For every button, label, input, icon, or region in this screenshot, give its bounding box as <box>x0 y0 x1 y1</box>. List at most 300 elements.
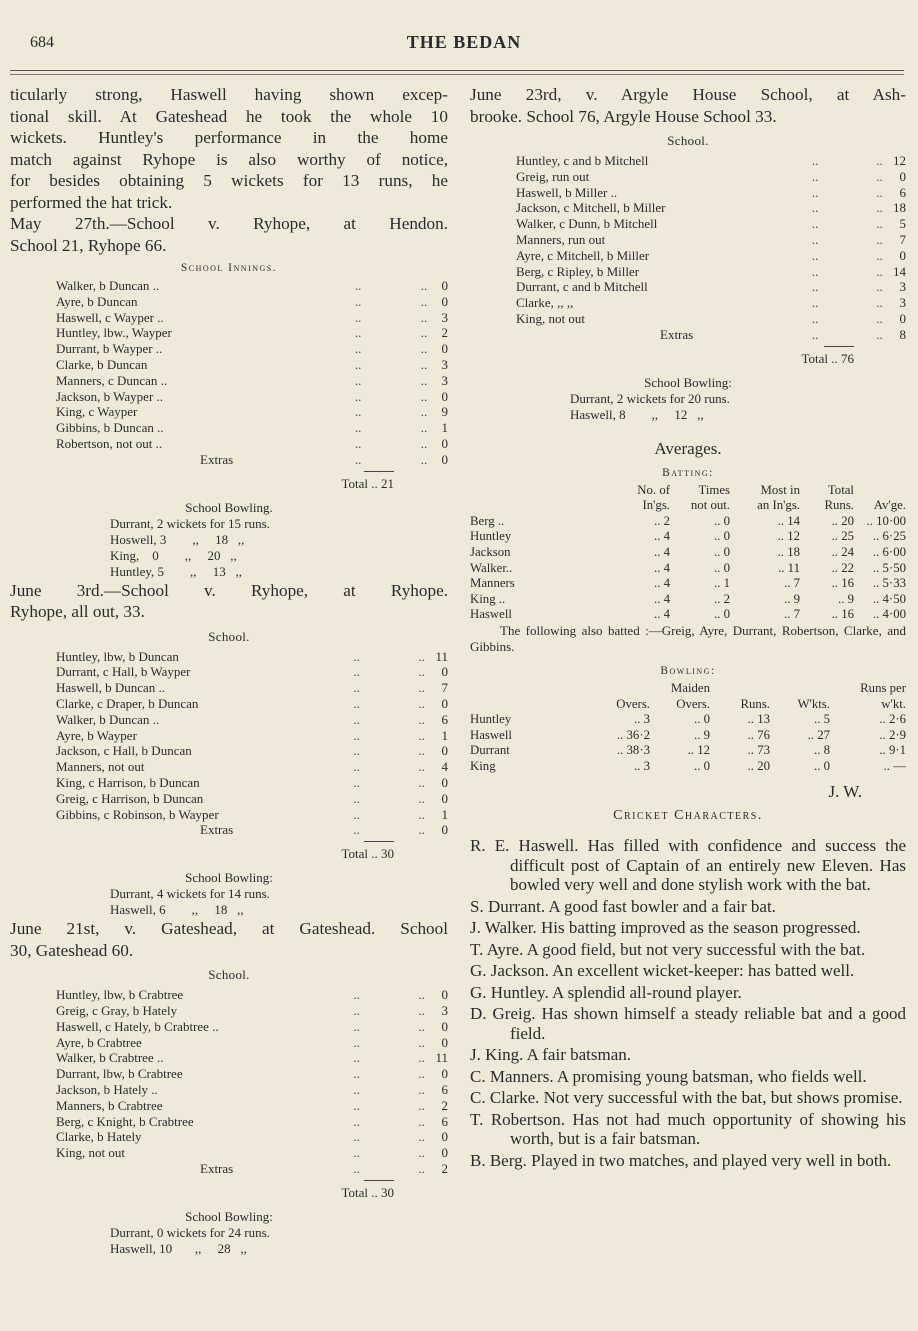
header-cell: Maiden <box>670 680 710 695</box>
header-cell <box>770 681 830 697</box>
leader-dots: .. <box>418 680 425 696</box>
runs-value: 0 <box>441 664 448 680</box>
average-value: .. 20 <box>831 513 854 528</box>
batsman-entry: Haswell, b Miller .. <box>516 184 618 200</box>
leader-dots: .. <box>353 987 360 1003</box>
batsman-entry: Ayre, c Mitchell, b Miller <box>516 247 650 263</box>
player-name: Huntley <box>470 529 512 544</box>
batsman-row <box>56 759 448 775</box>
header-row <box>470 498 906 514</box>
leader-dots: .. <box>811 263 819 279</box>
batsman-entry: King, not out <box>516 310 585 326</box>
leader-dots: .. <box>353 822 360 838</box>
leader-dots: .. <box>420 293 428 309</box>
average-row <box>470 712 906 728</box>
leader-dots: .. <box>418 1002 425 1018</box>
leader-dots: .. <box>418 759 425 775</box>
average-value: .. 4 <box>654 544 670 559</box>
runs-value: 9 <box>441 404 448 420</box>
bowling-averages-table <box>470 681 906 775</box>
leader-dots: .. <box>811 184 819 200</box>
runs-value: 11 <box>435 648 448 664</box>
batsman-row <box>516 295 906 311</box>
leader-dots: .. <box>354 404 362 420</box>
batsman-entry: Haswell, c Hately, b Crabtree .. <box>56 1018 219 1034</box>
runs-value: 0 <box>441 695 448 711</box>
leader-dots: .. <box>811 153 819 168</box>
batting-averages-table <box>470 483 906 623</box>
batsman-row <box>56 325 448 341</box>
header-cell: Av'ge. <box>873 498 906 513</box>
batsman-entry: Clarke, ,, ,, <box>516 295 574 311</box>
leader-dots: .. <box>418 1034 425 1050</box>
player-name: Huntley <box>470 712 512 727</box>
leader-dots: .. <box>876 247 883 263</box>
leader-dots: .. <box>420 451 428 467</box>
leader-dots: .. <box>353 1097 360 1113</box>
batsman-entry: Greig, c Harrison, b Duncan <box>56 790 204 806</box>
leader-dots: .. <box>420 325 428 341</box>
runs-value: 0 <box>441 1066 448 1082</box>
batsman-entry: King, not out <box>56 1145 125 1161</box>
batsman-row <box>56 341 448 357</box>
character-list <box>470 836 906 1170</box>
runs-value: 0 <box>441 1018 448 1034</box>
runs-value: 0 <box>899 247 906 263</box>
leader-dots: .. <box>420 309 428 325</box>
runs-value: 12 <box>893 153 906 168</box>
batsman-row <box>56 728 448 744</box>
average-value: .. 14 <box>777 513 800 528</box>
innings-title: School. <box>208 628 250 644</box>
batsman-row <box>56 712 448 728</box>
player-name: Durrant <box>470 743 510 758</box>
runs-value: 0 <box>441 278 448 293</box>
header-cell <box>470 483 610 499</box>
batsman-row <box>516 279 906 295</box>
runs-value: 6 <box>899 184 906 200</box>
runs-value: 6 <box>441 1081 448 1097</box>
match-heading <box>10 918 448 961</box>
header-row <box>470 697 906 713</box>
header-row <box>470 483 906 499</box>
bowling-title: School Bowling: <box>185 870 273 886</box>
bowling-line: Haswell, 10 ,, 28 ,, <box>110 1240 247 1256</box>
average-value: .. 9 <box>694 727 710 742</box>
leader-dots: .. <box>354 356 362 372</box>
player-name: King <box>470 758 496 773</box>
header-cell: Times <box>698 482 730 497</box>
batsman-entry: Manners, b Crabtree <box>56 1097 163 1113</box>
batsman-row <box>56 664 448 680</box>
bowling-line: Durrant, 2 wickets for 20 runs. <box>570 390 730 406</box>
average-value: .. 4 <box>654 591 670 606</box>
player-name: King .. <box>470 591 506 606</box>
bowling-line: Haswell, 6 ,, 18 ,, <box>110 902 244 918</box>
header-cell <box>470 498 610 514</box>
average-value: .. 9 <box>784 591 800 606</box>
batsman-row <box>56 278 448 294</box>
scorecard-table <box>516 153 906 343</box>
leader-dots: .. <box>354 372 362 388</box>
average-value: .. 2·6 <box>879 712 906 727</box>
text-line: Ryhope, all out, 33. <box>10 602 145 622</box>
batsman-row <box>56 1050 448 1066</box>
average-value: .. 5 <box>814 712 830 727</box>
batsman-entry: Manners, not out <box>56 759 145 775</box>
runs-value: 6 <box>441 1113 448 1129</box>
intro-paragraph <box>10 84 448 213</box>
average-value: .. 16 <box>831 607 854 622</box>
batsman-entry: Walker, b Crabtree .. <box>56 1050 164 1066</box>
header-cell: Most in <box>760 482 800 497</box>
average-value: .. 7 <box>784 607 800 622</box>
average-value: .. 5·50 <box>872 560 906 575</box>
extras-label: Extras <box>200 822 234 838</box>
runs-value: 3 <box>441 309 448 325</box>
leader-dots: .. <box>354 388 362 404</box>
batsman-entry: Huntley, lbw, b Crabtree <box>56 987 184 1003</box>
average-value: .. 0 <box>714 513 730 528</box>
leader-dots: .. <box>418 1160 425 1176</box>
header-rule <box>10 70 904 71</box>
leader-dots: .. <box>353 1066 360 1082</box>
header-cell <box>470 697 580 713</box>
batsman-row <box>56 680 448 696</box>
batsman-entry: Berg, c Ripley, b Miller <box>516 263 640 279</box>
match-june-21 <box>10 918 448 1257</box>
batsman-row <box>516 232 906 248</box>
extras-label: Extras <box>660 326 694 342</box>
average-value: .. 38·3 <box>616 743 650 758</box>
average-value: .. 25 <box>831 529 854 544</box>
batsman-row <box>56 436 448 452</box>
batsman-row <box>516 169 906 185</box>
leader-dots: .. <box>876 153 883 168</box>
average-value: .. 36·2 <box>616 727 650 742</box>
leader-dots: .. <box>353 1129 360 1145</box>
text-line: 30, Gateshead 60. <box>10 940 134 960</box>
average-row <box>470 561 906 577</box>
bowling-title: School Bowling: <box>185 1208 273 1224</box>
extras-value: 2 <box>441 1160 448 1176</box>
match-june-23 <box>470 84 906 423</box>
average-value: .. 10·00 <box>866 513 906 528</box>
character-entry: G. Huntley. A splendid all-round player. <box>470 982 742 1002</box>
leader-dots: .. <box>420 388 428 404</box>
leader-dots: .. <box>353 1145 360 1161</box>
leader-dots: .. <box>353 1002 360 1018</box>
text-line: tional skill. At Gateshead he took the whole 10 <box>10 106 448 126</box>
average-value: .. 0 <box>694 758 710 773</box>
runs-value: 0 <box>899 310 906 326</box>
text-line: ticularly strong, Haswell having shown excep- <box>10 85 448 104</box>
character-entry: J. King. A fair batsman. <box>470 1045 632 1065</box>
average-value: .. 6·00 <box>872 544 906 559</box>
average-value: .. 20 <box>747 758 770 773</box>
bowling-line: King, 0 ,, 20 ,, <box>110 547 237 563</box>
runs-value: 5 <box>899 216 906 232</box>
batsman-row <box>56 987 448 1003</box>
runs-value: 2 <box>441 1097 448 1113</box>
runs-value: 18 <box>893 200 906 216</box>
leader-dots: .. <box>353 711 360 727</box>
leader-dots: .. <box>353 727 360 743</box>
header-cell: Runs per <box>860 680 906 695</box>
average-value: .. 11 <box>778 560 800 575</box>
leader-dots: .. <box>354 293 362 309</box>
text-line: wickets. Huntley's performance in the home <box>10 128 448 147</box>
leader-dots: .. <box>353 1113 360 1129</box>
bowling-line: Durrant, 0 wickets for 24 runs. <box>110 1224 270 1240</box>
leader-dots: .. <box>353 759 360 775</box>
average-value: .. 2 <box>714 591 730 606</box>
batsman-entry: Walker, c Dunn, b Mitchell <box>516 216 658 232</box>
average-value: .. 4 <box>654 529 670 544</box>
leader-dots: .. <box>353 664 360 680</box>
average-value: .. 3 <box>634 758 650 773</box>
leader-dots: .. <box>420 420 428 436</box>
header-row <box>470 681 906 697</box>
leader-dots: .. <box>418 806 425 822</box>
leader-dots: .. <box>418 1145 425 1161</box>
batsman-row <box>56 357 448 373</box>
average-value: .. 12 <box>687 743 710 758</box>
batting-title: Batting: <box>662 466 714 479</box>
leader-dots: .. <box>876 310 883 326</box>
header-cell: No. of <box>637 482 670 497</box>
batsman-entry: Durrant, c and b Mitchell <box>516 279 648 295</box>
text-line: June 3rd.—School v. Ryhope, at Ryhope. <box>10 580 448 600</box>
leader-dots: .. <box>876 231 883 247</box>
leader-dots: .. <box>876 168 883 184</box>
runs-value: 4 <box>441 759 448 775</box>
text-line: June 23rd, v. Argyle House School, at Ash- <box>470 85 906 104</box>
header-rule-thin <box>10 74 904 75</box>
leader-dots: .. <box>418 822 425 838</box>
batsman-entry: Walker, b Duncan .. <box>56 278 160 293</box>
runs-value: 6 <box>441 711 448 727</box>
text-line: match against Ryhope is also worthy of notice, <box>10 149 448 169</box>
batsman-entry: Clarke, c Draper, b Duncan <box>56 695 199 711</box>
averages-heading: Averages. <box>654 438 722 458</box>
batsman-entry: Clarke, b Hately <box>56 1129 142 1145</box>
runs-value: 7 <box>441 680 448 696</box>
average-row <box>470 576 906 592</box>
leader-dots: .. <box>418 695 425 711</box>
page-header <box>30 30 898 64</box>
average-value: .. 2·9 <box>879 727 906 742</box>
extras-row <box>56 822 448 838</box>
player-name: Walker.. <box>470 560 513 575</box>
runs-value: 3 <box>441 1002 448 1018</box>
running-title: THE BEDAN <box>406 32 522 52</box>
leader-dots: .. <box>418 743 425 759</box>
runs-value: 1 <box>441 806 448 822</box>
match-heading <box>470 84 906 127</box>
batsman-row <box>56 1003 448 1019</box>
batsman-entry: Berg, c Knight, b Crabtree <box>56 1113 194 1129</box>
innings-title: School. <box>667 133 709 148</box>
leader-dots: .. <box>811 279 819 295</box>
header-cell: an In'gs. <box>757 498 800 513</box>
runs-value: 2 <box>441 325 448 341</box>
leader-dots: .. <box>420 372 428 388</box>
match-may-27 <box>10 213 448 580</box>
leader-dots: .. <box>354 278 362 293</box>
leader-dots: .. <box>354 341 362 357</box>
leader-dots: .. <box>811 231 819 247</box>
bowling-line: Hoswell, 3 ,, 18 ,, <box>110 531 245 547</box>
leader-dots: .. <box>418 987 425 1003</box>
leader-dots: .. <box>353 774 360 790</box>
leader-dots: .. <box>418 774 425 790</box>
average-value: .. 4 <box>654 576 670 591</box>
header-cell: W'kts. <box>797 696 830 711</box>
average-value: .. 8 <box>814 743 830 758</box>
character-entry: T. Ayre. A good field, but not very successful with the bat. <box>470 939 866 959</box>
leader-dots: .. <box>418 1097 425 1113</box>
leader-dots: .. <box>811 310 819 326</box>
batsman-row <box>56 775 448 791</box>
match-heading <box>10 580 448 623</box>
leader-dots: .. <box>876 279 883 295</box>
leader-dots: .. <box>876 216 883 232</box>
batsman-entry: Ayre, b Wayper <box>56 727 137 743</box>
scorecard-table <box>56 278 448 468</box>
batsman-entry: Huntley, lbw., Wayper <box>56 325 172 341</box>
page-number: 684 <box>30 34 54 51</box>
average-value: .. 22 <box>831 560 854 575</box>
runs-value: 7 <box>899 231 906 247</box>
batsman-row <box>56 294 448 310</box>
leader-dots: .. <box>876 184 883 200</box>
average-value: .. 5·33 <box>872 576 906 591</box>
average-value: .. 0 <box>714 607 730 622</box>
innings-title: School Innings. <box>180 262 278 274</box>
leader-dots: .. <box>876 326 883 342</box>
leader-dots: .. <box>811 326 819 342</box>
leader-dots: .. <box>876 263 883 279</box>
leader-dots: .. <box>420 356 428 372</box>
batsman-row <box>56 373 448 389</box>
innings-title: School. <box>208 967 250 983</box>
batsman-entry: Huntley, c and b Mitchell <box>516 153 649 168</box>
average-value: .. 3 <box>634 712 650 727</box>
batsman-row <box>516 248 906 264</box>
average-value: .. 2 <box>654 513 670 528</box>
average-value: .. 24 <box>831 544 854 559</box>
header-cell <box>470 681 580 697</box>
runs-value: 0 <box>441 1034 448 1050</box>
batsman-row <box>516 311 906 327</box>
runs-value: 0 <box>441 341 448 357</box>
batsman-entry: King, c Harrison, b Duncan <box>56 774 200 790</box>
average-value: .. — <box>883 758 906 773</box>
character-entry: D. Greig. Has shown himself a steady reliable bat and a good field. <box>470 1004 906 1043</box>
runs-value: 14 <box>893 263 906 279</box>
leader-dots: .. <box>811 168 819 184</box>
character-entry: B. Berg. Played in two matches, and played very well in both. <box>470 1150 892 1170</box>
runs-value: 0 <box>441 987 448 1003</box>
bowling-line: Durrant, 4 wickets for 14 runs. <box>110 886 270 902</box>
batsman-row <box>56 389 448 405</box>
header-cell: not out. <box>690 498 730 513</box>
leader-dots: .. <box>418 1081 425 1097</box>
runs-value: 0 <box>441 743 448 759</box>
average-value: .. 0 <box>714 529 730 544</box>
leader-dots: .. <box>418 648 425 664</box>
batsman-entry: Ayre, b Crabtree <box>56 1034 142 1050</box>
average-row <box>470 743 906 759</box>
runs-value: 3 <box>441 372 448 388</box>
average-value: .. 9·1 <box>879 743 906 758</box>
average-value: .. 27 <box>807 727 830 742</box>
leader-dots: .. <box>354 451 362 467</box>
leader-dots: .. <box>418 1129 425 1145</box>
batsman-entry: Clarke, b Duncan <box>56 356 148 372</box>
runs-value: 0 <box>899 168 906 184</box>
header-cell: w'kt. <box>881 696 906 711</box>
average-row <box>470 728 906 744</box>
batsman-entry: Walker, b Duncan .. <box>56 711 160 727</box>
average-value: .. 1 <box>714 576 730 591</box>
batsman-row <box>56 1019 448 1035</box>
extras-label: Extras <box>200 1160 234 1176</box>
batsman-entry: Ayre, b Duncan <box>56 293 138 309</box>
player-name: Manners <box>470 576 515 591</box>
player-name: Jackson <box>470 544 511 559</box>
leader-dots: .. <box>353 806 360 822</box>
character-entry: S. Durrant. A good fast bowler and a fair bat. <box>470 896 776 916</box>
player-name: Haswell <box>470 727 512 742</box>
match-june-3 <box>10 580 448 919</box>
batsman-row <box>56 743 448 759</box>
batsman-row <box>56 404 448 420</box>
leader-dots: .. <box>420 435 428 451</box>
average-value: .. 7 <box>784 576 800 591</box>
batsman-row <box>56 420 448 436</box>
runs-value: 0 <box>441 774 448 790</box>
average-value: .. 18 <box>777 544 800 559</box>
batsman-entry: Jackson, c Hall, b Duncan <box>56 743 192 759</box>
extras-value: 0 <box>441 822 448 838</box>
batsman-row <box>56 1145 448 1161</box>
leader-dots: .. <box>418 1066 425 1082</box>
runs-value: 0 <box>441 1129 448 1145</box>
leader-dots: .. <box>418 790 425 806</box>
batsman-entry: Huntley, lbw, b Duncan <box>56 648 179 664</box>
header-cell: Runs. <box>740 696 770 711</box>
batsman-row <box>516 216 906 232</box>
average-value: .. 9 <box>838 591 854 606</box>
extras-row <box>56 1161 448 1177</box>
player-name: Haswell <box>470 607 512 622</box>
bowling-title: School Bowling: <box>644 374 732 390</box>
batsman-row <box>56 310 448 326</box>
scorecard-table <box>56 649 448 839</box>
extras-row <box>56 452 448 468</box>
innings-total: Total .. 30 <box>56 1177 394 1201</box>
header-cell: In'gs. <box>642 498 670 513</box>
batsman-row <box>516 264 906 280</box>
runs-value: 3 <box>899 295 906 311</box>
runs-value: 0 <box>441 293 448 309</box>
average-value: .. 4·50 <box>872 591 906 606</box>
header-cell: Overs. <box>616 696 650 711</box>
runs-value: 3 <box>899 279 906 295</box>
header-cell <box>580 681 650 697</box>
